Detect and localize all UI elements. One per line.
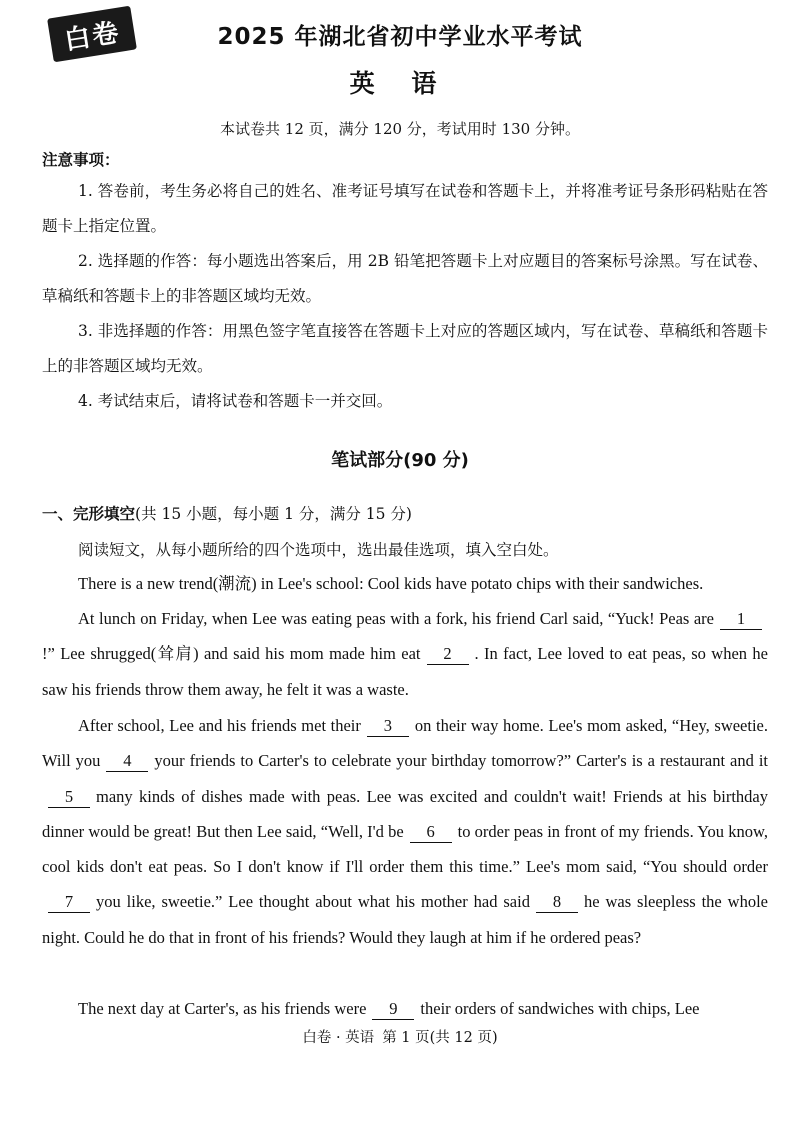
passage-text: At lunch on Friday, when Lee was eating peas with a fork, his friend Carl said, “Yuck! Peas are: [78, 609, 714, 628]
notice-item: 2. 选择题的作答：每小题选出答案后，用 2B 铅笔把答题卡上对应题目的答案标号涂黑。写在试卷、草稿纸和答题卡上的非答题区域均无效。: [42, 252, 768, 305]
notice-item: 1. 答卷前，考生务必将自己的姓名、准考证号填写在试卷和答题卡上，并将准考证号条形码粘贴在答题卡上指定位置。: [42, 182, 768, 235]
exam-meta: 本试卷共 12 页，满分 120 分，考试用时 130 分钟。: [220, 120, 580, 138]
blank-7: 7: [48, 892, 90, 913]
passage-text: many kinds of dishes made with peas. Lee was excited and couldn't wait! Friends at his birthday dinner would be great! But then Lee said, “Well, I'd be: [42, 786, 768, 841]
footer-page-number: 第 1 页(共 12 页): [382, 1030, 498, 1046]
blank-9: 9: [372, 999, 414, 1020]
blank-3: 3: [367, 716, 409, 737]
blank-4: 4: [106, 751, 148, 772]
passage-paragraph-3: [42, 708, 768, 955]
passage-text: !” Lee shrugged(耸肩) and said his mom made him eat: [42, 644, 421, 664]
passage-text: . In fact, Lee loved to eat peas, so when he saw his friends throw them away, he felt it was a waste.: [42, 644, 768, 699]
page-footer: [0, 1026, 800, 1047]
passage-paragraph-2: [42, 601, 768, 707]
part-title: 一、完形填空: [42, 505, 136, 523]
subject-title: 英 语: [349, 69, 451, 98]
blank-8: 8: [536, 892, 578, 913]
exam-title: 2025 年湖北省初中学业水平考试: [217, 24, 583, 50]
notice-item: 3. 非选择题的作答：用黑色签字笔直接答在答题卡上对应的答题区域内，写在试卷、草稿纸和答题卡上的非答题区域均无效。: [42, 322, 768, 375]
part-detail: (共 15 小题，每小题 1 分，满分 15 分): [135, 505, 412, 523]
passage-text: he was sleepless the whole night. Could he do that in front of his friends? Would they laugh at him if he ordered peas?: [42, 892, 768, 947]
notice-item: 4. 考试结束后，请将试卷和答题卡一并交回。: [78, 392, 393, 410]
paper-stamp: 白卷: [47, 6, 137, 63]
passage-text: to order peas in front of my friends. You know, cool kids don't eat peas. So I don't know if I'll order them this time.” Lee's mom said, “You should order: [42, 821, 768, 877]
section-title: 笔试部分(90 分): [331, 450, 469, 471]
passage-text: their orders of sandwiches with chips, Lee: [420, 999, 700, 1018]
part-heading: [42, 502, 412, 524]
part-instruction: 阅读短文，从每小题所给的四个选项中，选出最佳选项，填入空白处。: [78, 541, 559, 559]
passage-paragraph-4: [42, 991, 768, 1026]
passage-text: After school, Lee and his friends met their: [78, 716, 361, 735]
passage-text: on their way home. Lee's mom asked, “Hey, sweetie. Will you: [42, 716, 768, 771]
passage-paragraph-1: There is a new trend(潮流) in Lee's school: Cool kids have potato chips with their sandwiches.: [78, 574, 704, 593]
blank-6: 6: [410, 822, 452, 843]
passage-text: you like, sweetie.” Lee thought about what his mother had said: [96, 892, 530, 912]
passage-text: your friends to Carter's to celebrate your birthday tomorrow?” Carter's is a restaurant and it: [154, 751, 768, 771]
passage-text: The next day at Carter's, as his friends were: [78, 999, 367, 1018]
blank-1: 1: [720, 609, 762, 630]
blank-5: 5: [48, 787, 90, 808]
footer-label: 白卷 · 英语: [302, 1030, 375, 1046]
notice-heading: 注意事项：: [42, 151, 120, 169]
blank-2: 2: [427, 644, 469, 665]
